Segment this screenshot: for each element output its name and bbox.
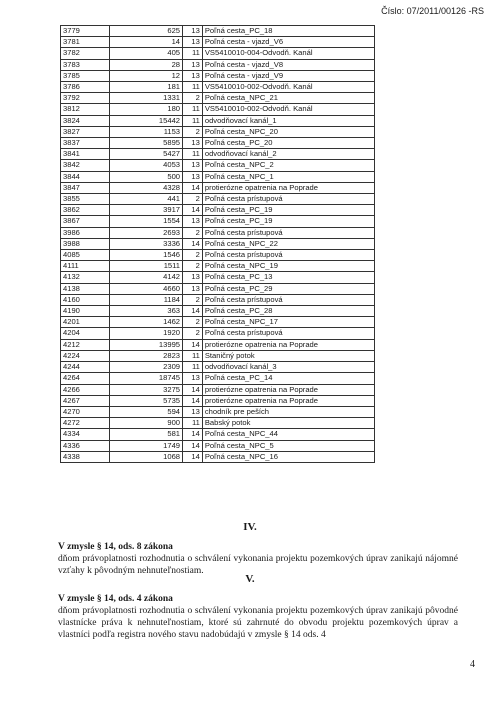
parcel-area: 4328 [110,182,183,193]
table-row [61,149,375,160]
parcel-area: 3917 [110,205,183,216]
parcel-number: 4270 [61,406,110,417]
parcel-number: 4111 [61,261,110,272]
parcel-description: Poľná cesta prístupová [202,328,374,339]
parcel-number: 4132 [61,272,110,283]
land-type-code: 13 [183,26,203,37]
table-row [61,216,375,227]
land-type-code: 14 [183,306,203,317]
parcel-area: 4660 [110,283,183,294]
parcel-number: 3841 [61,149,110,160]
parcel-description: Poľná cesta_PC_19 [202,216,374,227]
section-iv-heading: V zmysle § 14, ods. 8 zákona [58,542,173,552]
parcel-number: 4085 [61,250,110,261]
parcel-description: Staničný potok [202,350,374,361]
table-row [61,26,375,37]
parcel-description: Poľná cesta prístupová [202,294,374,305]
parcel-number: 3781 [61,37,110,48]
parcel-description: Poľná cesta prístupová [202,194,374,205]
land-type-code: 14 [183,440,203,451]
parcel-area: 1068 [110,451,183,462]
parcel-description: protierózne opatrenia na Poprade [202,395,374,406]
parcel-number: 3855 [61,194,110,205]
land-type-code: 13 [183,272,203,283]
parcel-number: 3986 [61,227,110,238]
parcel-area: 1331 [110,93,183,104]
table-row [61,272,375,283]
parcel-description: Poľná cesta prístupová [202,250,374,261]
table-row [61,182,375,193]
table-row [61,160,375,171]
table-row [61,70,375,81]
parcel-number: 3847 [61,182,110,193]
land-type-code: 13 [183,138,203,149]
table-row [61,294,375,305]
land-type-code: 14 [183,238,203,249]
parcel-table-body [61,26,375,463]
parcel-number: 4160 [61,294,110,305]
land-type-code: 11 [183,149,203,160]
parcel-description: odvodňovací kanál_2 [202,149,374,160]
parcel-description: chodník pre peších [202,406,374,417]
parcel-description: Poľná cesta - vjazd_V8 [202,59,374,70]
parcel-description: Poľná cesta_NPC_44 [202,429,374,440]
parcel-number: 3824 [61,115,110,126]
parcel-area: 405 [110,48,183,59]
land-type-code: 2 [183,227,203,238]
table-row [61,395,375,406]
table-row [61,48,375,59]
parcel-area: 2309 [110,362,183,373]
section-v-number: V. [245,573,255,585]
parcel-number: 3779 [61,26,110,37]
table-row [61,194,375,205]
parcel-description: Poľná cesta_PC_18 [202,26,374,37]
parcel-area: 500 [110,171,183,182]
parcel-description: Poľná cesta_PC_28 [202,306,374,317]
parcel-number: 4336 [61,440,110,451]
land-type-code: 13 [183,373,203,384]
land-type-code: 13 [183,59,203,70]
parcel-description: Poľná cesta prístupová [202,227,374,238]
parcel-description: Poľná cesta_PC_14 [202,373,374,384]
parcel-description: VS5410010-002-Odvodň. Kanál [202,104,374,115]
table-row [61,418,375,429]
parcel-number: 3827 [61,126,110,137]
parcel-number: 4334 [61,429,110,440]
land-type-code: 14 [183,205,203,216]
parcel-number: 4338 [61,451,110,462]
section-v-paragraph [58,593,458,641]
parcel-description: Poľná cesta_NPC_16 [202,451,374,462]
table-row [61,451,375,462]
land-type-code: 11 [183,48,203,59]
table-row [61,115,375,126]
parcel-area: 14 [110,37,183,48]
parcel-number: 3867 [61,216,110,227]
table-row [61,362,375,373]
parcel-description: odvodňovací kanál_1 [202,115,374,126]
table-row [61,429,375,440]
parcel-description: Poľná cesta_NPC_22 [202,238,374,249]
table-row [61,93,375,104]
parcel-number: 4224 [61,350,110,361]
parcel-number: 4138 [61,283,110,294]
land-type-code: 13 [183,70,203,81]
parcel-area: 441 [110,194,183,205]
parcel-number: 4212 [61,339,110,350]
section-iv-text: dňom právoplatnosti rozhodnutia o schválení vykonania projektu pozemkových úprav zanikajú nájomné vzťahy k pôvodným nehnuteľnostiam. [58,554,458,576]
parcel-description: Babský potok [202,418,374,429]
table-row [61,59,375,70]
parcel-area: 5895 [110,138,183,149]
land-type-code: 11 [183,350,203,361]
parcel-area: 363 [110,306,183,317]
table-row [61,227,375,238]
section-v-text: dňom právoplatnosti rozhodnutia o schválení vykonania projektu pozemkových úprav zanikajú pôvodné vlastnícke práva k nehnuteľnostiam, ktoré sú zahrnuté do obvodu projektu pozemkových úprav a vlastníci podľa registra nového stavu nadobúdajú v zmysle § 14 ods. 4 [58,606,458,640]
land-type-code: 14 [183,395,203,406]
parcel-area: 2823 [110,350,183,361]
parcel-area: 1920 [110,328,183,339]
section-v-heading: V zmysle § 14, ods. 4 zákona [58,594,173,604]
parcel-description: Poľná cesta_PC_13 [202,272,374,283]
land-type-code: 14 [183,384,203,395]
parcel-description: Poľná cesta_PC_20 [202,138,374,149]
parcel-area: 2693 [110,227,183,238]
table-row [61,317,375,328]
parcel-area: 5735 [110,395,183,406]
table-row [61,104,375,115]
page-number: 4 [470,659,475,670]
parcel-number: 4264 [61,373,110,384]
table-row [61,205,375,216]
parcel-number: 4244 [61,362,110,373]
parcel-area: 28 [110,59,183,70]
parcel-area: 3275 [110,384,183,395]
parcel-area: 1153 [110,126,183,137]
table-row [61,373,375,384]
land-type-code: 14 [183,451,203,462]
land-type-code: 2 [183,261,203,272]
land-type-code: 13 [183,216,203,227]
table-row [61,261,375,272]
parcel-number: 3862 [61,205,110,216]
land-type-code: 2 [183,317,203,328]
parcel-description: Poľná cesta_NPC_21 [202,93,374,104]
land-type-code: 14 [183,339,203,350]
table-row [61,138,375,149]
parcel-number: 4272 [61,418,110,429]
parcel-number: 3783 [61,59,110,70]
land-type-code: 2 [183,194,203,205]
land-type-code: 2 [183,250,203,261]
parcel-description: protierózne opatrenia na Poprade [202,384,374,395]
table-row [61,306,375,317]
parcel-area: 18745 [110,373,183,384]
parcel-number: 3782 [61,48,110,59]
parcel-area: 594 [110,406,183,417]
table-row [61,238,375,249]
land-type-code: 2 [183,294,203,305]
land-type-code: 13 [183,160,203,171]
parcel-area: 1184 [110,294,183,305]
section-iv-paragraph [58,541,458,577]
table-row [61,440,375,451]
parcel-area: 625 [110,26,183,37]
land-type-code: 13 [183,406,203,417]
parcel-description: Poľná cesta_NPC_1 [202,171,374,182]
section-iv-number: IV. [243,521,257,533]
parcel-area: 1546 [110,250,183,261]
parcel-description: Poľná cesta - vjazd_V9 [202,70,374,81]
parcel-description: VS5410010-002-Odvodň. Kanál [202,82,374,93]
land-type-code: 11 [183,362,203,373]
parcel-number: 3988 [61,238,110,249]
parcel-area: 12 [110,70,183,81]
table-row [61,406,375,417]
parcel-number: 3812 [61,104,110,115]
land-type-code: 2 [183,126,203,137]
parcel-area: 581 [110,429,183,440]
parcel-description: Poľná cesta_NPC_17 [202,317,374,328]
parcel-description: Poľná cesta_NPC_19 [202,261,374,272]
parcel-area: 15442 [110,115,183,126]
parcel-description: odvodňovací kanál_3 [202,362,374,373]
parcel-number: 3842 [61,160,110,171]
table-row [61,339,375,350]
parcel-description: Poľná cesta - vjazd_V6 [202,37,374,48]
parcel-number: 4204 [61,328,110,339]
parcel-area: 4142 [110,272,183,283]
parcel-area: 3336 [110,238,183,249]
parcel-number: 3837 [61,138,110,149]
land-type-code: 11 [183,418,203,429]
table-row [61,350,375,361]
table-row [61,250,375,261]
table-row [61,37,375,48]
parcel-area: 181 [110,82,183,93]
table-row [61,283,375,294]
table-row [61,384,375,395]
parcel-area: 1462 [110,317,183,328]
parcel-table [60,25,375,463]
parcel-description: Poľná cesta_NPC_2 [202,160,374,171]
parcel-area: 180 [110,104,183,115]
land-type-code: 11 [183,104,203,115]
land-type-code: 13 [183,171,203,182]
parcel-area: 900 [110,418,183,429]
parcel-number: 3844 [61,171,110,182]
parcel-number: 4267 [61,395,110,406]
parcel-description: Poľná cesta_PC_29 [202,283,374,294]
parcel-description: Poľná cesta_NPC_20 [202,126,374,137]
table-row [61,82,375,93]
land-type-code: 14 [183,182,203,193]
parcel-description: Poľná cesta_NPC_5 [202,440,374,451]
land-type-code: 14 [183,429,203,440]
parcel-area: 1749 [110,440,183,451]
parcel-area: 4053 [110,160,183,171]
table-row [61,126,375,137]
parcel-description: protierózne opatrenia na Poprade [202,182,374,193]
parcel-area: 5427 [110,149,183,160]
parcel-area: 1511 [110,261,183,272]
land-type-code: 11 [183,82,203,93]
parcel-description: VS5410010-004-Odvodň. Kanál [202,48,374,59]
land-type-code: 11 [183,115,203,126]
table-row [61,171,375,182]
parcel-area: 1554 [110,216,183,227]
parcel-number: 3785 [61,70,110,81]
land-type-code: 13 [183,37,203,48]
parcel-number: 4201 [61,317,110,328]
document-reference-number: Číslo: 07/2011/00126 -RS [381,6,484,16]
table-row [61,328,375,339]
land-type-code: 2 [183,328,203,339]
parcel-area: 13995 [110,339,183,350]
land-type-code: 13 [183,283,203,294]
land-type-code: 2 [183,93,203,104]
parcel-number: 4190 [61,306,110,317]
parcel-number: 4266 [61,384,110,395]
parcel-description: Poľná cesta_PC_19 [202,205,374,216]
parcel-description: protierózne opatrenia na Poprade [202,339,374,350]
parcel-number: 3792 [61,93,110,104]
parcel-number: 3786 [61,82,110,93]
